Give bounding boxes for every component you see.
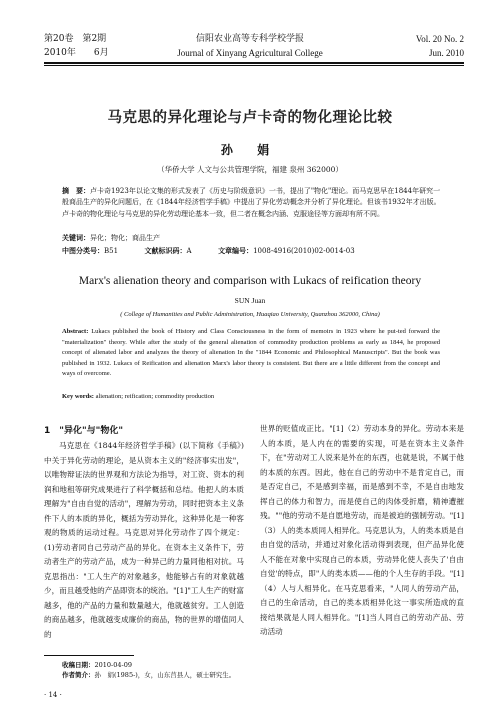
keywords-en-label: Key words: bbox=[62, 393, 94, 400]
author-cn: 孙 娟 bbox=[220, 143, 280, 157]
date-cn: 2010年 6月 bbox=[44, 48, 109, 58]
abstract-en-text: Lukacs published the book of History and Class Consciousness in the form of memoirs in 1923 where he put-ted forward the "materialization" theory. While after the study of the general alienation of commodity production problems as early as 1844, he proposed concept of alienated labor and analyzes the theory of alienation In the "1844 Economic and Philosophical Manuscripts". But the book was published in 1932. Lukacs of Reification and alienation Marx's labor theory is consistent. But there are a little different from the concept and ways of overcome. bbox=[62, 328, 440, 377]
keywords-cn-label: 关键词： bbox=[62, 234, 90, 242]
affiliation-en: ( College of Humanities and Public Administration, Huaqiao University, Quanzhou 362000, China) bbox=[120, 311, 380, 318]
abstract-cn-label: 摘 要： bbox=[62, 187, 90, 195]
abstract-cn bbox=[62, 186, 442, 220]
classification-row bbox=[62, 246, 442, 257]
journal-title-en: Journal of Xinyang Agricultural College bbox=[177, 48, 323, 58]
article-title-en: Marx's alienation theory and comparison with Lukacs of reification theory bbox=[78, 275, 422, 287]
header-rule-thin bbox=[44, 65, 464, 66]
clc-label: 中图分类号： bbox=[62, 247, 104, 255]
abstract-en bbox=[62, 327, 440, 380]
page-number: · 14 · bbox=[44, 691, 62, 699]
article-no-value: 1008-4916(2010)02-0014-03 bbox=[253, 247, 355, 255]
author-bio-value: 孙 娟(1985-)，女，山东莒县人，硕士研究生。 bbox=[94, 671, 236, 679]
section-1-heading: 1 "异化"与"物化" bbox=[44, 426, 124, 436]
footnote-rule bbox=[44, 655, 134, 656]
article-no-label: 文章编号： bbox=[218, 247, 254, 255]
abstract-en-label: Abstract: bbox=[62, 328, 89, 335]
affiliation-cn: （华侨大学 人文与公共管理学院，福建 泉州 362000） bbox=[157, 165, 343, 174]
author-en: SUN Juan bbox=[234, 296, 266, 305]
clc-value: B51 bbox=[104, 247, 119, 255]
doc-code-value: A bbox=[186, 247, 192, 255]
author-bio-label: 作者简介： bbox=[62, 671, 95, 679]
volume-issue-en: Vol. 20 No. 2 bbox=[415, 34, 464, 44]
keywords-cn-text: 异化；物化；商品生产 bbox=[90, 234, 160, 242]
article-title-cn: 马克思的异化理论与卢卡奇的物化理论比较 bbox=[107, 110, 393, 126]
body-column-right: 世界的贬值成正比。"[1]（2）劳动本身的异化。劳动本来是人的本质，是人内在的需要的实现，可是在资本主义条件下，在"劳动对工人说来是外在的东西，也就是说，不属于他的本质的东西。因此，他在自己的劳动中不是肯定自己，而是否定自己，不是感到幸福，而是感到不幸，不是自由地发挥自己的体力和智力，而是使自己的肉体受折磨，精神遭摧残。""他的劳动不是自愿地劳动，而是被迫的强制劳动。"[1]（3）人的类本质同人相异化。马克思认为，人的类本质是自由自觉的活动，并通过对象化活动得到表现，但产品异化使人不能在对象中实现自己的本质，劳动异化使人丧失了'自由自觉'的特点，即"人的类本质——他的个人生存的手段。"[1]（4）人与人相异化。在马克思看来，"人同人的劳动产品，自己的生命活动，自己的类本质相异化这一事实所造成的直接结果就是人同人相异化。"[1]当人同自己的劳动产品、劳动活动 bbox=[260, 424, 464, 636]
keywords-cn bbox=[62, 233, 442, 244]
header-rule bbox=[44, 62, 464, 64]
received-date bbox=[62, 660, 132, 670]
date-en: Jun. 2010 bbox=[428, 48, 464, 58]
keywords-en-text: alienation; reification; commodity production bbox=[95, 393, 215, 400]
body-column-left: 马克思在《1844年经济哲学手稿》(以下简称《手稿》)中关于异化劳动的理论，是从资本主义的"经济事实出发"，以唯物辩证法的世界观和方法论为指导，对工资、资本的利润和地租等研究成果进行了科学概括和总结。他把人的本质理解为"自由自觉的活动"，理解为劳动，同时把资本主义条件下人的本质的异化，概括为劳动异化，这种异化是一种客观的物质的运动过程。马克思对异化劳动作了四个规定：(1)劳动者同自己劳动产品的异化。在资本主义条件下，劳动者生产的劳动产品，成为一种异己的力量同他相对抗。马克思指出："工人生产的对象越多，他能够占有的对象就越少，而且越受他的产品即资本的统治。"[1]"工人生产的财富越多，他的产品的力量和数量越大，他就越贫穷。工人创造的商品越多，他就越变成廉价的商品，物的世界的增值同人的 bbox=[44, 441, 244, 639]
journal-title-cn: 信阳农业高等专科学校学报 bbox=[195, 34, 304, 44]
doc-code-label: 文献标识码： bbox=[144, 247, 187, 255]
volume-issue-cn: 第20卷 第2期 bbox=[44, 34, 107, 44]
abstract-cn-text: 卢卡奇1923年以论文集的形式发表了《历史与阶级意识》一书，提出了"物化"理论。而马克思早在1844年研究一般商品生产的异化问题后，在《1844年经济哲学手稿》中提出了异化劳动概念并分析了异化理论。但该书1932年才出版。卢卡奇的物化理论与马克思的异化劳动理论基本一致，但二者在概念内涵、克服途径等方面却有所不同。 bbox=[62, 187, 441, 218]
author-bio bbox=[62, 670, 235, 680]
received-value: 2010-04-09 bbox=[94, 661, 132, 669]
received-label: 收稿日期： bbox=[62, 661, 95, 669]
keywords-en bbox=[62, 393, 440, 400]
